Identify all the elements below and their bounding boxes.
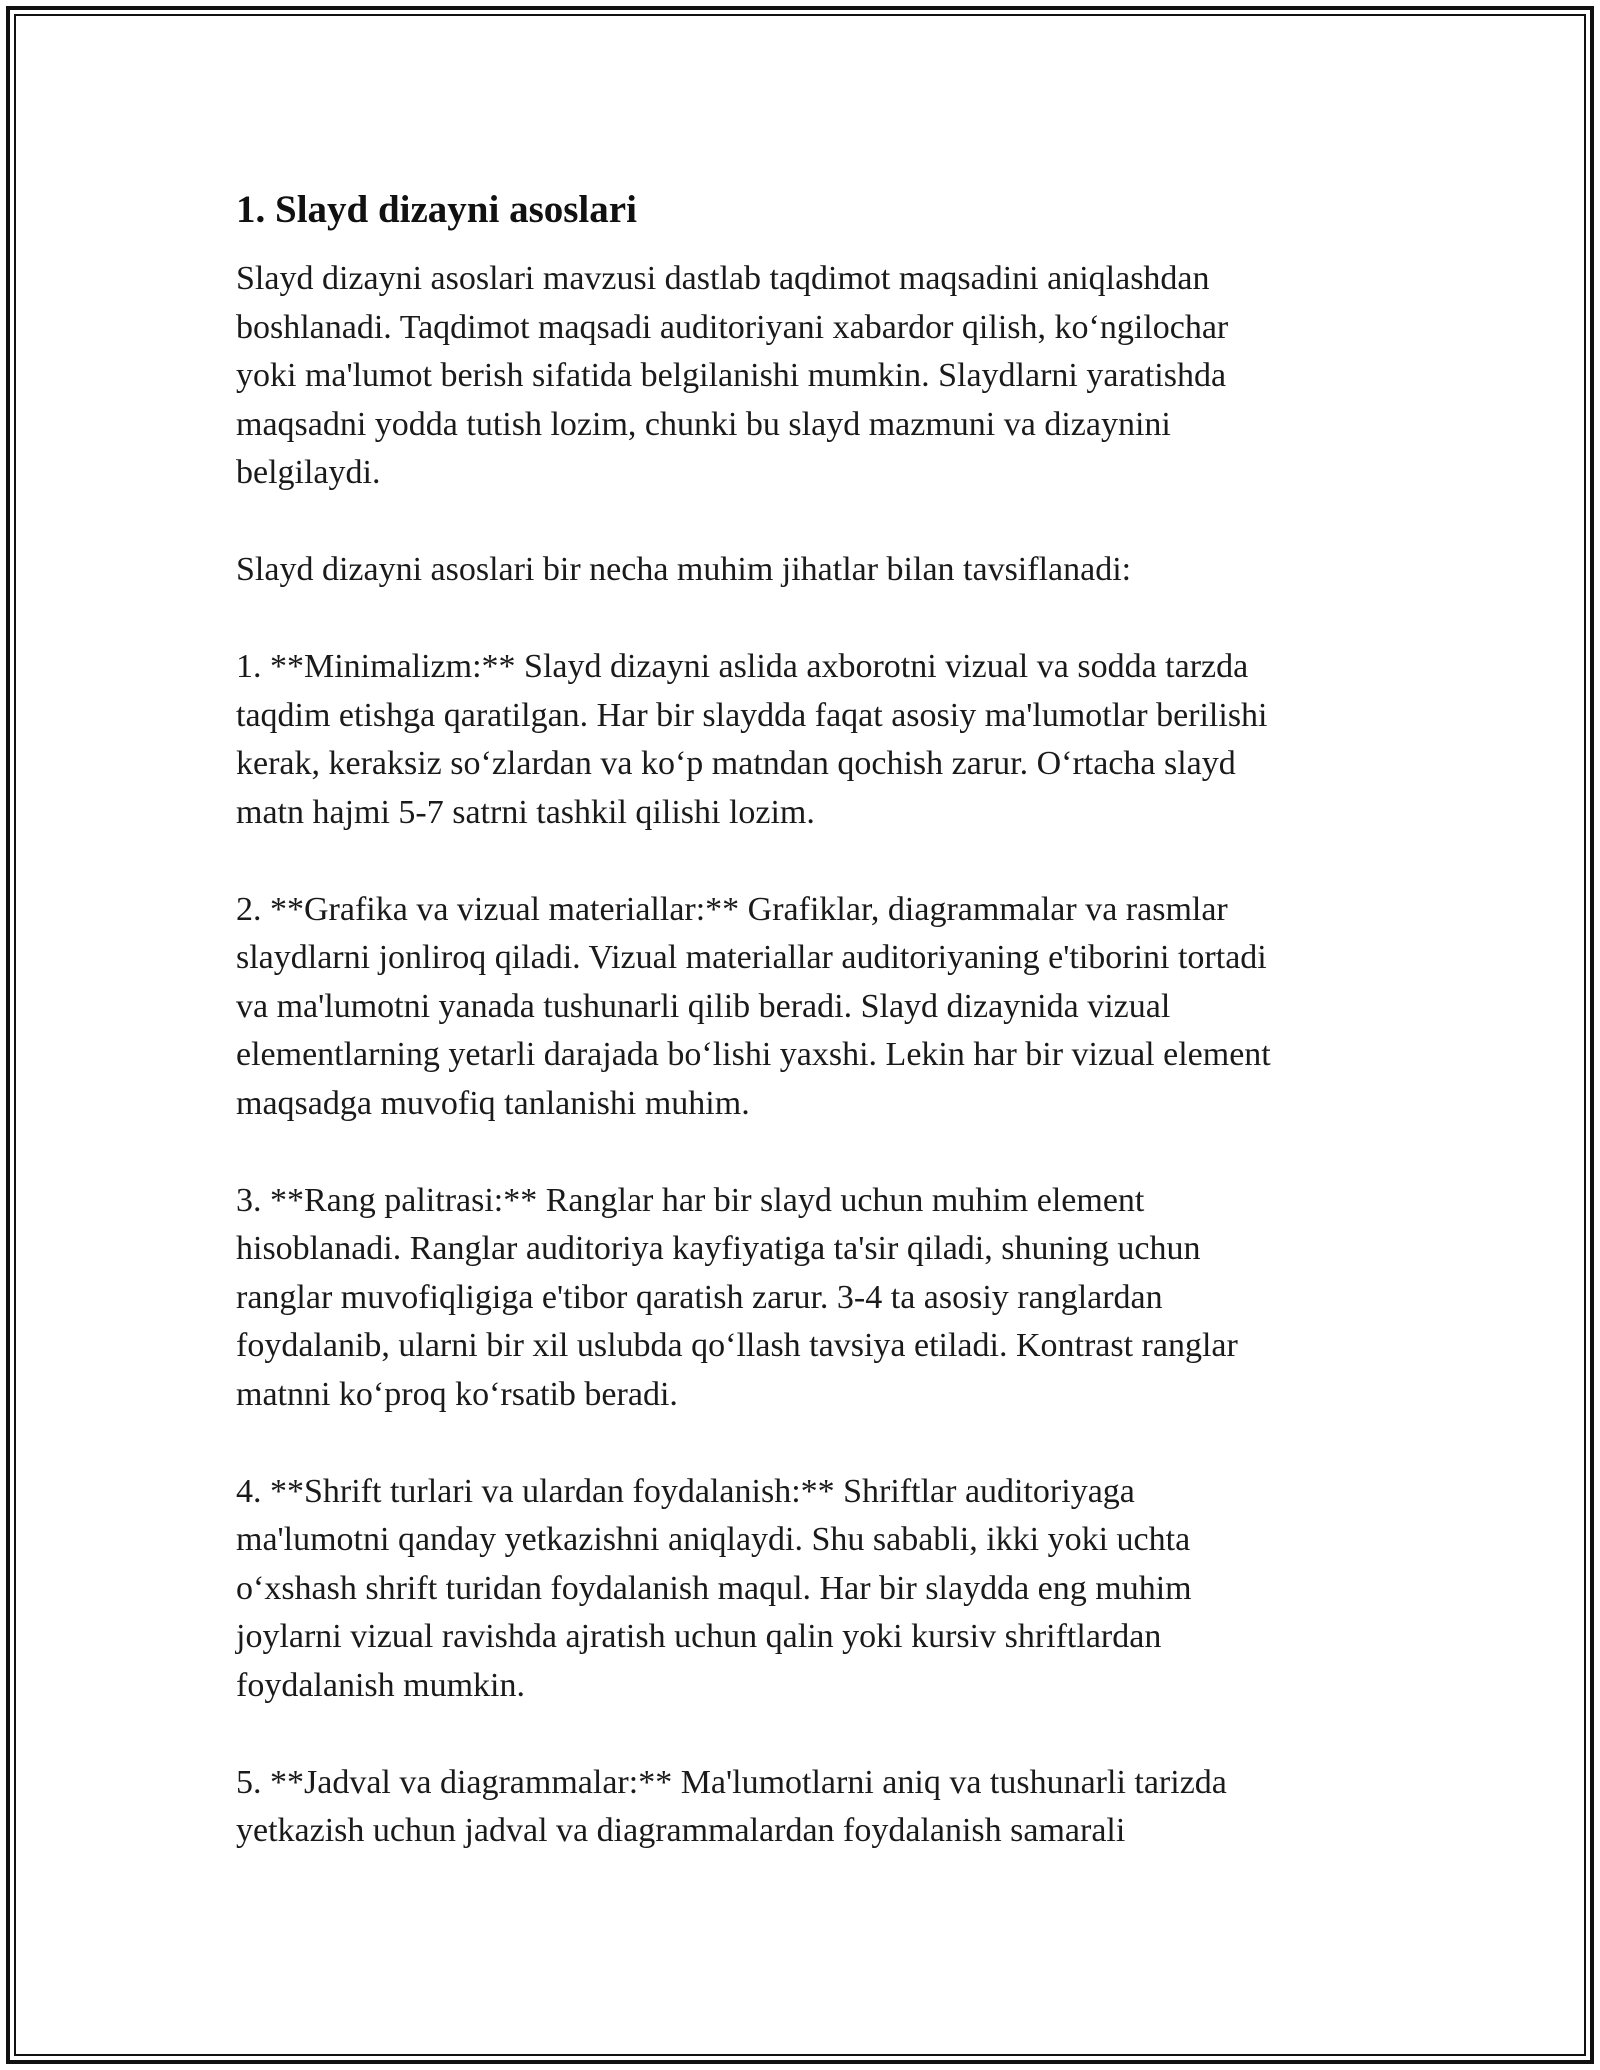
text-line: matn hajmi 5-7 satrni tashkil qilishi lozim.	[236, 793, 815, 831]
text-line: 5. **Jadval va diagrammalar:** Ma'lumotlarni aniq va tushunarli tarizda	[236, 1763, 1227, 1801]
text-line: elementlarning yetarli darajada bo‘lishi yaxshi. Lekin har bir vizual element	[236, 1036, 1271, 1073]
text-line: 3. **Rang palitrasi:** Ranglar har bir slayd uchun muhim element	[236, 1181, 1145, 1219]
text-line: hisoblanadi. Ranglar auditoriya kayfiyatiga ta'sir qiladi, shuning uchun	[236, 1230, 1201, 1267]
text-line: yetkazish uchun jadval va diagrammalardan foydalanish samarali	[236, 1812, 1126, 1849]
text-line: o‘xshash shrift turidan foydalanish maqul. Har bir slaydda eng muhim	[236, 1569, 1192, 1607]
text-line: foydalanib, ularni bir xil uslubda qo‘llash tavsiya etiladi. Kontrast ranglar	[236, 1327, 1238, 1364]
paragraph-intro	[236, 255, 1366, 498]
text-line: ranglar muvofiqligiga e'tibor qaratish zarur. 3-4 ta asosiy ranglardan	[236, 1278, 1163, 1316]
document-body	[236, 185, 1366, 1856]
text-line: maqsadni yodda tutish lozim, chunki bu slayd mazmuni va dizaynini	[236, 405, 1171, 443]
text-line: 4. **Shrift turlari va ulardan foydalanish:** Shriftlar auditoriyaga	[236, 1472, 1135, 1510]
list-item-tables-diagrams	[236, 1759, 1366, 1856]
text-line: slaydlarni jonliroq qiladi. Vizual materiallar auditoriyaning e'tiborini tortadi	[236, 939, 1267, 976]
text-line: belgilaydi.	[236, 454, 381, 491]
section-heading: 1. Slayd dizayni asoslari	[236, 188, 637, 231]
text-line: foydalanish mumkin.	[236, 1666, 525, 1704]
text-line: ma'lumotni qanday yetkazishni aniqlaydi. Shu sababli, ikki yoki uchta	[236, 1521, 1191, 1558]
text-line: kerak, keraksiz so‘zlardan va ko‘p matndan qochish zarur. O‘rtacha slayd	[236, 745, 1236, 782]
text-line: Slayd dizayni asoslari mavzusi dastlab taqdimot maqsadini aniqlashdan	[236, 260, 1210, 297]
text-line: yoki ma'lumot berish sifatida belgilanishi mumkin. Slaydlarni yaratishda	[236, 357, 1227, 394]
text-line: boshlanadi. Taqdimot maqsadi auditoriyani xabardor qilish, ko‘ngilochar	[236, 308, 1229, 346]
list-item-graphics	[236, 886, 1366, 1129]
text-line: joylarni vizual ravishda ajratish uchun qalin yoki kursiv shriftlardan	[236, 1618, 1162, 1655]
list-item-color-palette	[236, 1177, 1366, 1420]
text-line: va ma'lumotni yanada tushunarli qilib beradi. Slayd dizaynida vizual	[236, 987, 1171, 1025]
text-line: 2. **Grafika va vizual materiallar:** Grafiklar, diagrammalar va rasmlar	[236, 890, 1228, 928]
text-line: matnni ko‘proq ko‘rsatib beradi.	[236, 1375, 678, 1413]
text-line: Slayd dizayni asoslari bir necha muhim jihatlar bilan tavsiflanadi:	[236, 551, 1132, 588]
text-line: 1. **Minimalizm:** Slayd dizayni aslida axborotni vizual va sodda tarzda	[236, 648, 1249, 685]
text-line: taqdim etishga qaratilgan. Har bir slaydda faqat asosiy ma'lumotlar berilishi	[236, 696, 1268, 734]
list-item-minimalism	[236, 643, 1366, 837]
text-line: maqsadga muvofiq tanlanishi muhim.	[236, 1084, 750, 1122]
list-item-fonts	[236, 1468, 1366, 1711]
paragraph-aspects-lead	[236, 546, 1366, 595]
